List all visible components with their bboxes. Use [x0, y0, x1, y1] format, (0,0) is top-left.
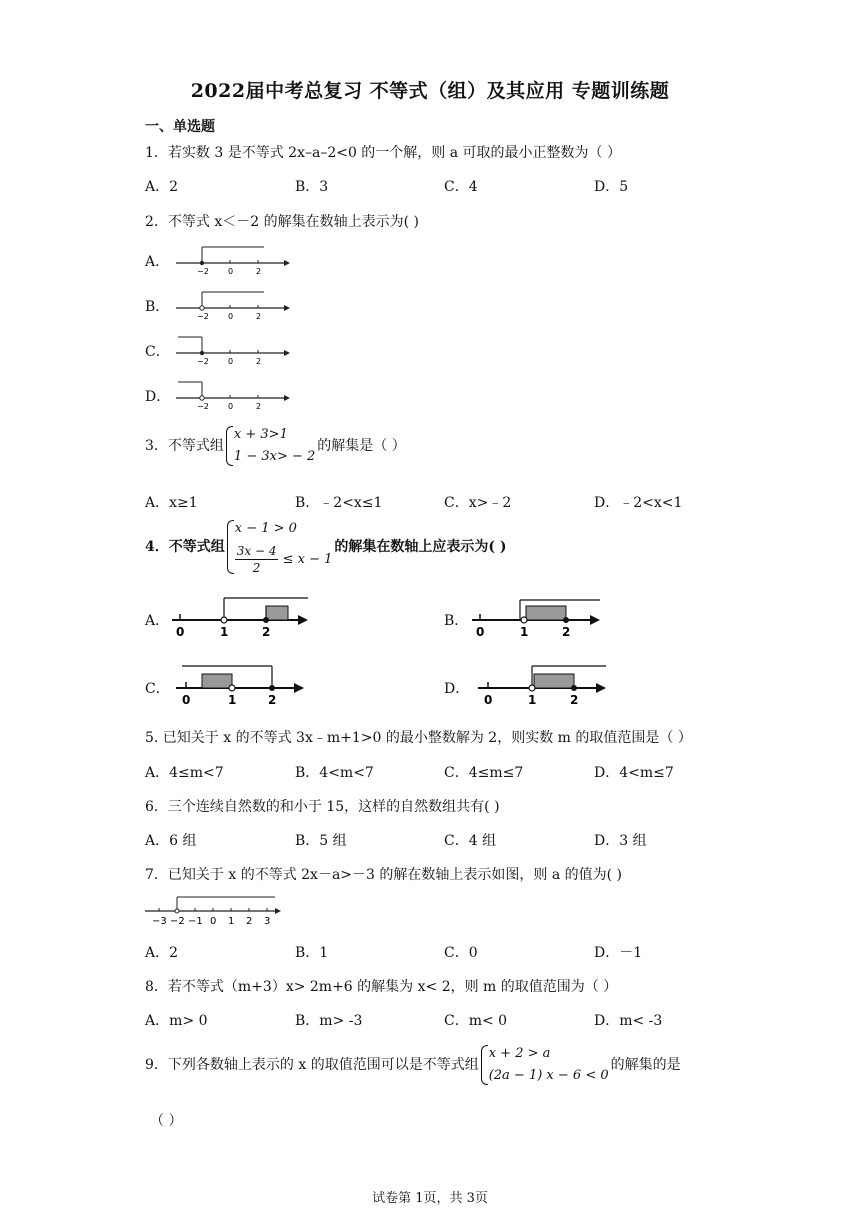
- system-line-1: x + 3>1: [233, 427, 288, 442]
- section-heading: 一、单选题: [145, 119, 215, 135]
- q4-option-a[interactable]: A．: [145, 613, 170, 629]
- q1-option-c[interactable]: C．4: [444, 179, 478, 195]
- page-footer: 试卷第 1页，共 3页: [372, 1191, 488, 1206]
- tick-label: 1: [528, 693, 537, 707]
- q7-option-b[interactable]: B．1: [295, 945, 329, 961]
- q4-option-d[interactable]: D．: [444, 681, 470, 697]
- q4-prefix: 4．不等式组: [145, 539, 225, 555]
- q7-numberline: [143, 893, 285, 929]
- q3-suffix: 的解集是（ ）: [317, 438, 406, 454]
- inequality-system: [227, 518, 333, 576]
- q8-option-a[interactable]: A．m> 0: [145, 1013, 208, 1029]
- q4-option-b[interactable]: B．: [444, 613, 469, 629]
- system-line-1: x + 2 > a: [488, 1046, 551, 1061]
- tick-label: 2: [570, 693, 579, 707]
- q4-numberline-d: [474, 660, 624, 710]
- tick-label: 2: [256, 267, 262, 276]
- fraction: [235, 543, 279, 576]
- q2-option-b[interactable]: B．: [145, 299, 170, 315]
- q3-option-b[interactable]: B．﹣2<x≤1: [295, 495, 383, 511]
- q3-option-d[interactable]: D．﹣2<x<1: [594, 495, 683, 511]
- q9-prefix: 9．下列各数轴上表示的 x 的取值范围可以是不等式组: [145, 1057, 479, 1073]
- question-1: 1．若实数 3 是不等式 2x–a–2<0 的一个解，则 a 可取的最小正整数为（ ）: [145, 145, 622, 161]
- q6-option-c[interactable]: C．4 组: [444, 833, 497, 849]
- tick-label: 2: [268, 693, 277, 707]
- tick-label: −2: [197, 357, 209, 366]
- question-8: 8．若不等式（m+3）x> 2m+6 的解集为 x< 2，则 m 的取值范围为（ ）: [145, 979, 618, 995]
- q9-answer-paren: （ ）: [150, 1113, 183, 1129]
- question-2: 2．不等式 x＜－2 的解集在数轴上表示为( ): [145, 214, 419, 230]
- q4-option-c[interactable]: C．: [145, 681, 170, 697]
- inequality-system: [481, 1043, 609, 1087]
- q5-option-d[interactable]: D．4<m≤7: [594, 765, 674, 781]
- q2-numberline-d: [172, 378, 292, 412]
- denominator: 2: [252, 561, 261, 575]
- tick-label: −2: [170, 916, 185, 927]
- tick-label: 0: [176, 625, 185, 639]
- tick-label: 2: [256, 357, 262, 366]
- q6-option-b[interactable]: B．5 组: [295, 833, 347, 849]
- q8-option-b[interactable]: B．m> -3: [295, 1013, 363, 1029]
- tick-label: 0: [476, 625, 485, 639]
- tick-label: 0: [210, 916, 217, 927]
- tick-label: −2: [197, 402, 209, 411]
- q2-numberline-a: [172, 243, 292, 277]
- tick-label: 0: [182, 693, 191, 707]
- q9-suffix: 的解集的是: [610, 1057, 681, 1073]
- q1-option-a[interactable]: A．2: [145, 179, 179, 195]
- question-4: [145, 518, 507, 576]
- q6-option-d[interactable]: D．3 组: [594, 833, 647, 849]
- tick-label: 3: [264, 916, 271, 927]
- q5-option-c[interactable]: C．4≤m≤7: [444, 765, 524, 781]
- tick-label: 0: [484, 693, 493, 707]
- tick-label: 2: [562, 625, 571, 639]
- q2-option-d[interactable]: D．: [145, 389, 171, 405]
- q7-option-c[interactable]: C．0: [444, 945, 478, 961]
- q2-option-a[interactable]: A．: [145, 254, 170, 270]
- q3-option-c[interactable]: C．x>﹣2: [444, 495, 512, 511]
- question-6: 6．三个连续自然数的和小于 15，这样的自然数组共有( ): [145, 799, 500, 815]
- tick-label: 0: [228, 357, 234, 366]
- tick-label: 1: [220, 625, 229, 639]
- q1-option-d[interactable]: D．5: [594, 179, 629, 195]
- q8-option-c[interactable]: C．m< 0: [444, 1013, 508, 1029]
- tick-label: 0: [228, 312, 234, 321]
- system-line-2-tail: ≤ x − 1: [282, 552, 333, 567]
- system-line-2: (2a − 1) x − 6 < 0: [488, 1068, 609, 1083]
- q4-numberline-b: [468, 594, 618, 642]
- q4-numberline-c: [172, 660, 322, 710]
- tick-label: 2: [246, 916, 253, 927]
- q2-numberline-b: [172, 288, 292, 322]
- q5-option-a[interactable]: A．4≤m<7: [145, 765, 224, 781]
- q2-option-c[interactable]: C．: [145, 344, 170, 360]
- q3-prefix: 3．不等式组: [145, 438, 224, 454]
- q7-option-a[interactable]: A．2: [145, 945, 179, 961]
- q2-numberline-c: [172, 333, 292, 367]
- tick-label: 0: [228, 267, 234, 276]
- question-7: 7．已知关于 x 的不等式 2x－a>－3 的解在数轴上表示如图，则 a 的值为( ): [145, 867, 623, 883]
- inequality-system: [226, 424, 315, 468]
- q7-option-d[interactable]: D．－1: [594, 945, 643, 961]
- q8-option-d[interactable]: D．m< -3: [594, 1013, 663, 1029]
- tick-label: 2: [262, 625, 271, 639]
- q4-suffix: 的解集在数轴上应表示为( ): [334, 539, 507, 555]
- tick-label: −3: [152, 916, 167, 927]
- q3-option-a[interactable]: A．x≥1: [145, 495, 198, 511]
- system-line-2: 1 − 3x> − 2: [233, 449, 316, 464]
- question-9: [145, 1043, 681, 1087]
- system-line-1: x − 1 > 0: [234, 521, 297, 536]
- tick-label: −2: [197, 312, 209, 321]
- q6-option-a[interactable]: A．6 组: [145, 833, 197, 849]
- question-5: 5. 已知关于 x 的不等式 3x﹣m+1>0 的最小整数解为 2，则实数 m 的取值范围是（ ）: [145, 730, 692, 746]
- tick-label: 2: [256, 402, 262, 411]
- q5-option-b[interactable]: B．4<m<7: [295, 765, 374, 781]
- tick-label: −1: [188, 916, 203, 927]
- tick-label: −2: [197, 267, 209, 276]
- tick-label: 2: [256, 312, 262, 321]
- tick-label: 0: [228, 402, 234, 411]
- q4-numberline-a: [168, 594, 318, 642]
- tick-label: 1: [228, 916, 235, 927]
- tick-label: 1: [228, 693, 237, 707]
- numerator: 3x − 4: [236, 544, 277, 558]
- question-3: [145, 424, 406, 468]
- q1-option-b[interactable]: B．3: [295, 179, 329, 195]
- tick-label: 1: [520, 625, 529, 639]
- page-title: 2022届中考总复习 不等式（组）及其应用 专题训练题: [190, 80, 670, 102]
